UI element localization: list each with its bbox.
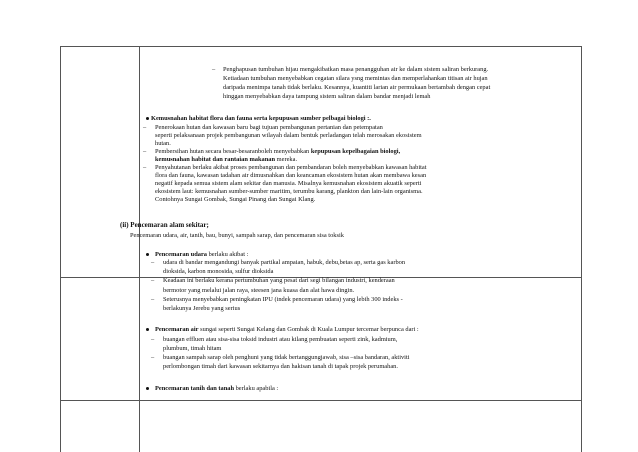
tanih-title: Pencemaran tanih dan tanah bbox=[155, 385, 235, 392]
udara-item-line: Keadaan ini berlaku kerana pertumbuhan yang pesat dari segi bilangan industri, kenderaan bbox=[163, 277, 395, 284]
udara-heading-line bbox=[155, 251, 248, 258]
habitat-item1-line: seperti pelaksanaan projek pembangunan wilayah dalam bentuk perladangan telah merosakan ekosistem bbox=[155, 132, 422, 139]
udara-item-line: dioksida, karbon monosida, sulfur dioksida bbox=[163, 268, 274, 275]
tanih-suffix: berlaku apabila : bbox=[234, 385, 279, 392]
udara-suffix: berlaku akibat : bbox=[207, 251, 249, 258]
udara-title: Pencemaran udara bbox=[155, 251, 208, 258]
habitat-item1-line: hutan. bbox=[155, 140, 171, 147]
content-table bbox=[60, 46, 582, 452]
bullet-dot bbox=[146, 387, 149, 390]
habitat-item2-text: Pembersihan hutan secara besar-besaranboleh menyebabkan bbox=[155, 148, 311, 155]
habitat-item3-line: negatif kepada semua sistem alam sekitar dan manusia. Misalnya kemusnahan ekosistem akuatik seperti bbox=[155, 180, 422, 187]
habitat-item3-line: flora dan fauna, kawasan tadahan air dimusnahkan dan keancaman ekosistem hutan akan membawa kesan bbox=[155, 172, 427, 179]
habitat-item3-line: Contohnya Sungai Gombak, Sungai Pinang dan Sungai Klang. bbox=[155, 196, 316, 203]
air-heading-line bbox=[155, 326, 419, 333]
habitat-item3-line: ekosistem laut: kemusnahan sumber-sumber maritim, terumbu karang, plankton dan lain-lain organisma. bbox=[155, 188, 423, 195]
habitat-item2-line bbox=[155, 148, 400, 155]
udara-item-line: Seterusnya menyebabkan peningkatan IPU (indek pencemaran udara) yang lebih 300 indeks - bbox=[163, 296, 403, 303]
habitat-item3-line: Penyahutanan berlaku akibat proses pembangunan dan pembandaran boleh menyebabkan kawasan habitat bbox=[155, 164, 427, 171]
block1-line: Ketiadaan tumbuhan menyebabkan cegatan silara ysng memintas dan memperlahankan titisan air hujan bbox=[223, 75, 488, 82]
air-item-line: perlombongan timah dari kawasan sekitarnya dan hakisan tanah di tapak projek perumahan. bbox=[163, 363, 398, 370]
dash-bullet: – bbox=[151, 277, 155, 284]
block1-line: daripada menimpa tanah tidak berlaku. Kesannya, kuantiti larian air permukaan bertambah dengan cepat bbox=[223, 84, 491, 91]
dash-bullet: – bbox=[143, 164, 147, 171]
habitat-item2-line bbox=[155, 156, 297, 163]
block1-line: Penghapusan tumbuhan hijau mengakibatkan masa penangguhan air ke dalam sistem saliran berkurang. bbox=[223, 66, 489, 73]
air-suffix: sungai seperti Sungai Kelang dan Gombak di Kuala Lumpur tercemar berpunca dari : bbox=[198, 326, 419, 333]
dash-bullet: – bbox=[151, 336, 155, 343]
bullet-dot bbox=[146, 328, 149, 331]
dash-bullet: – bbox=[212, 66, 216, 73]
dash-bullet: – bbox=[143, 124, 147, 131]
dash-bullet: – bbox=[151, 259, 155, 266]
air-title: Pencemaran air bbox=[155, 326, 199, 333]
dash-bullet: – bbox=[143, 148, 147, 155]
bullet-dot bbox=[146, 253, 149, 256]
bullet-dot bbox=[146, 117, 149, 120]
section-heading: (ii) Pencemaran alam sekitar; bbox=[120, 221, 209, 229]
dash-bullet: – bbox=[151, 296, 155, 303]
udara-item-line: bermotor yang melalui jalan raya, steesen jana kuasa dan alat hawa dingin. bbox=[163, 287, 355, 294]
udara-item-line: udara di bandar mengandungi banyak partikal ampaian, habuk, debu,betas ap, serta gas karbon bbox=[163, 259, 406, 266]
dash-bullet: – bbox=[151, 354, 155, 361]
section-intro: Pencemaran udara, air, tanih, bau, bunyi, sampah sarap, dan pencemaran sisa toksik bbox=[130, 232, 344, 239]
habitat-item2-text: mereka. bbox=[275, 156, 298, 163]
habitat-heading: Kemusnahan habitat flora dan fauna serta kepupusan sumber pelbagai biologi :. bbox=[151, 115, 371, 122]
column-divider bbox=[139, 47, 140, 452]
air-item-line: plumbum, timah hitam bbox=[163, 345, 222, 352]
udara-item-line: berlakunya Jerebu yang serius bbox=[163, 305, 241, 312]
block1-line: hinggan menyebabkan daya tampung sistem saliran dalam bandar menjadi lemah bbox=[223, 93, 431, 100]
air-item-line: buangan effluen atau sisa-sisa toksid industri atau kilang pembuatan seperti zink, kadmium, bbox=[163, 336, 398, 343]
tanih-heading-line bbox=[155, 385, 278, 392]
habitat-item1-line: Penerokaan hutan dan kawasan baru bagi tujuan pembangunan pertanian dan petempatan bbox=[155, 124, 383, 131]
habitat-item2-bold: kepupusan kepelbagaian biologi, bbox=[310, 148, 401, 155]
habitat-item2-bold: kemusnahan habitat dan rantaian makanan bbox=[155, 156, 276, 163]
air-item-line: buangan sampah sarap oleh penghuni yang tidak bertanggungjawab, sisa –sisa bandaran, aktiviti bbox=[163, 354, 410, 361]
